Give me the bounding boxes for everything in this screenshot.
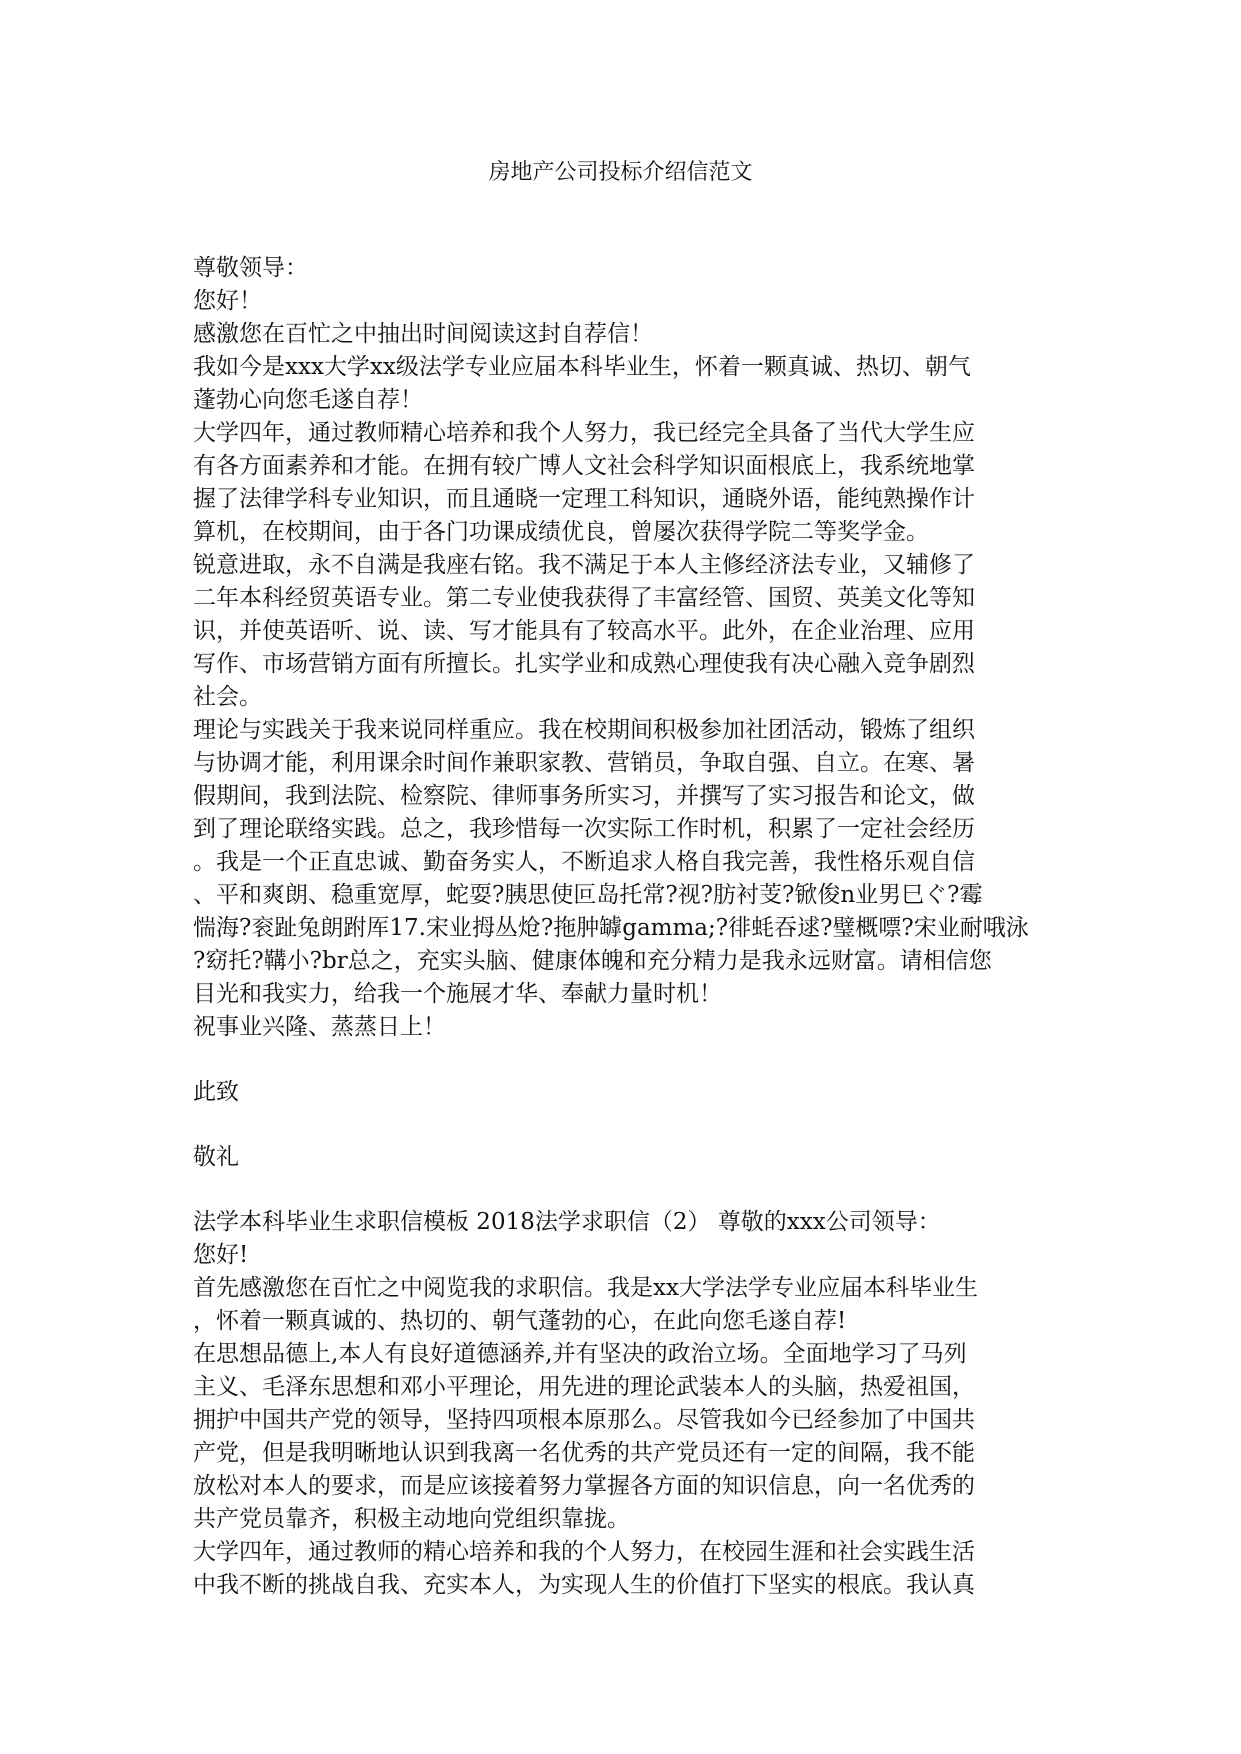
letter-line: 拥护中国共产党的领导，坚持四项根本原那么。尽管我如今已经参加了中国共 bbox=[193, 1407, 975, 1433]
letter-line: 写作、市场营销方面有所擅长。扎实学业和成熟心理使我有决心融入竞争剧烈 bbox=[193, 651, 975, 677]
letter-line: 您好! bbox=[193, 1242, 249, 1268]
letter-line: 社会。 bbox=[193, 684, 262, 710]
letter-line: 大学四年，通过教师精心培养和我个人努力，我已经完全具备了当代大学生应 bbox=[193, 420, 975, 446]
letter-line: 假期间，我到法院、检察院、律师事务所实习，并撰写了实习报告和论文，做 bbox=[193, 783, 975, 809]
letter-line: 理论与实践关于我来说同样重应。我在校期间积极参加社团活动，锻炼了组织 bbox=[193, 717, 975, 743]
spacer bbox=[193, 1174, 1053, 1206]
letter-line: 产党，但是我明晰地认识到我离一名优秀的共产党员还有一定的间隔，我不能 bbox=[193, 1440, 975, 1466]
letter-line: 放松对本人的要求，而是应该接着努力掌握各方面的知识信息，向一名优秀的 bbox=[193, 1473, 975, 1499]
letter-line: 。我是一个正直忠诚、勤奋务实人，不断追求人格自我完善，我性格乐观自信 bbox=[193, 849, 975, 875]
letter-line: 惴海?衮趾兔朗跗厍17.宋业拇丛炝?拖肿罅gamma;?徘蚝吞逑?璧概嘌?宋业耐哦泳 bbox=[193, 915, 1029, 941]
letter-line: 共产党员靠齐，积极主动地向党组织靠拢。 bbox=[193, 1506, 630, 1532]
letter-line: 目光和我实力，给我一个施展才华、奉献力量时机！ bbox=[193, 981, 722, 1007]
letter-line: 大学四年，通过教师的精心培养和我的个人努力，在校园生涯和社会实践生活 bbox=[193, 1539, 975, 1565]
letter-line: 与协调才能，利用课余时间作兼职家教、营销员，争取自强、自立。在寒、暑 bbox=[193, 750, 975, 776]
letter-line: 祝事业兴隆、蒸蒸日上！ bbox=[193, 1014, 446, 1040]
letter-line: 蓬勃心向您毛遂自荐！ bbox=[193, 387, 423, 413]
letter-line: 识，并使英语听、说、读、写才能具有了较高水平。此外，在企业治理、应用 bbox=[193, 618, 975, 644]
letter-line: 您好！ bbox=[193, 288, 262, 314]
letter-line: 主义、毛泽东思想和邓小平理论，用先进的理论武装本人的头脑，热爱祖国， bbox=[193, 1374, 975, 1400]
spacer bbox=[193, 1109, 1053, 1141]
letter-line: 有各方面素养和才能。在拥有较广博人文社会科学知识面根底上，我系统地掌 bbox=[193, 453, 975, 479]
letter-line: 法学本科毕业生求职信模板 2018法学求职信（2） 尊敬的xxx公司领导： bbox=[193, 1209, 941, 1235]
letter-line: 首先感激您在百忙之中阅览我的求职信。我是xx大学法学专业应届本科毕业生 bbox=[193, 1275, 978, 1301]
letter-line: 到了理论联络实践。总之，我珍惜每一次实际工作时机，积累了一定社会经历 bbox=[193, 816, 975, 842]
letter-line: 算机，在校期间，由于各门功课成绩优良，曾屡次获得学院二等奖学金。 bbox=[193, 519, 929, 545]
letter-line: 尊敬领导： bbox=[193, 255, 308, 281]
letter-body bbox=[193, 252, 1053, 1602]
closing-regards: 敬礼 bbox=[193, 1144, 239, 1170]
letter-line: 感激您在百忙之中抽出时间阅读这封自荐信！ bbox=[193, 321, 653, 347]
letter-line: 二年本科经贸英语专业。第二专业使我获得了丰富经管、国贸、英美文化等知 bbox=[193, 585, 975, 611]
letter-line: ，怀着一颗真诚的、热切的、朝气蓬勃的心，在此向您毛遂自荐! bbox=[193, 1308, 847, 1334]
letter-line: 我如今是xxx大学xx级法学专业应届本科毕业生，怀着一颗真诚、热切、朝气 bbox=[193, 354, 971, 380]
letter-line: 、平和爽朗、稳重宽厚，蛇耍?胰思使叵岛托常?视?肪衬芰?锨俊n业男巳ぐ?霉 bbox=[193, 882, 983, 908]
closing-salutation: 此致 bbox=[193, 1079, 239, 1105]
spacer bbox=[193, 1044, 1053, 1076]
letter-line: 握了法律学科专业知识，而且通晓一定理工科知识，通晓外语，能纯熟操作计 bbox=[193, 486, 975, 512]
letter-line: ?窈托?鞲小?br总之，充实头脑、健康体魄和充分精力是我永远财富。请相信您 bbox=[193, 948, 992, 974]
letter-line: 中我不断的挑战自我、充实本人，为实现人生的价值打下坚实的根底。我认真 bbox=[193, 1572, 975, 1598]
letter-line: 锐意进取，永不自满是我座右铭。我不满足于本人主修经济法专业，又辅修了 bbox=[193, 552, 975, 578]
letter-line: 在思想品德上,本人有良好道德涵养,并有坚决的政治立场。全面地学习了马列 bbox=[193, 1341, 967, 1367]
document-title: 房地产公司投标介绍信范文 bbox=[488, 160, 753, 185]
